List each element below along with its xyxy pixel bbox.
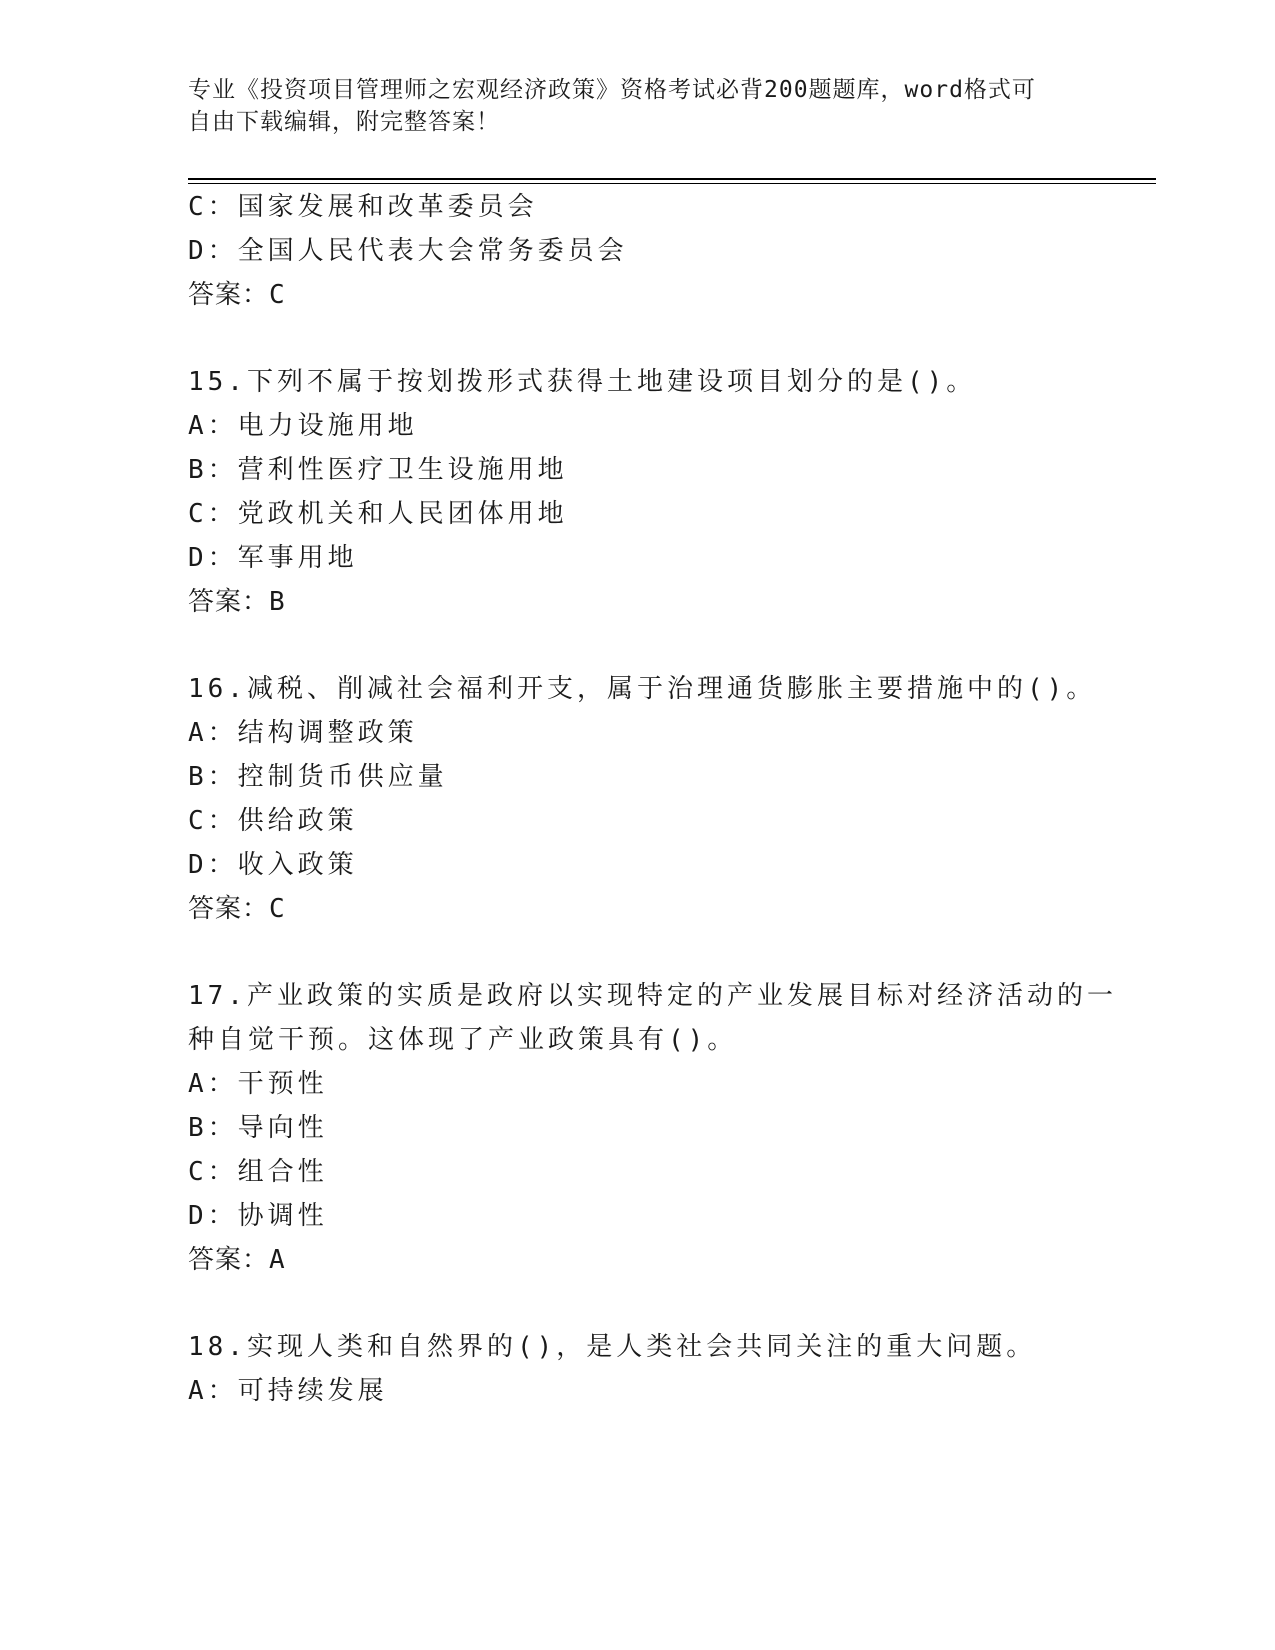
q15-answer: 答案：B bbox=[188, 587, 286, 617]
header-rule-thick bbox=[188, 178, 1156, 180]
q16-answer: 答案：C bbox=[188, 894, 286, 924]
q17-stem-line-1: 17.产业政策的实质是政府以实现特定的产业发展目标对经济活动的一 bbox=[188, 981, 1117, 1011]
q16-stem: 16.减税、削减社会福利开支，属于治理通货膨胀主要措施中的()。 bbox=[188, 674, 1097, 704]
q15-stem: 15.下列不属于按划拨形式获得土地建设项目划分的是()。 bbox=[188, 367, 977, 397]
q17-option-b: B：导向性 bbox=[188, 1113, 328, 1143]
q17-stem-line-2: 种自觉干预。这体现了产业政策具有()。 bbox=[188, 1025, 738, 1055]
q16-option-d: D：收入政策 bbox=[188, 850, 358, 880]
q14-option-c: C：国家发展和改革委员会 bbox=[188, 192, 538, 222]
q14-option-d: D：全国人民代表大会常务委员会 bbox=[188, 236, 628, 266]
q16-option-b: B：控制货币供应量 bbox=[188, 762, 448, 792]
q15-option-a: A：电力设施用地 bbox=[188, 411, 418, 441]
q18-stem: 18.实现人类和自然界的()，是人类社会共同关注的重大问题。 bbox=[188, 1332, 1037, 1362]
q17-option-d: D：协调性 bbox=[188, 1201, 328, 1231]
q14-answer: 答案：C bbox=[188, 280, 286, 310]
q17-answer: 答案：A bbox=[188, 1245, 286, 1275]
document-header bbox=[188, 74, 1088, 138]
q16-option-c: C：供给政策 bbox=[188, 806, 358, 836]
q15-option-c: C：党政机关和人民团体用地 bbox=[188, 499, 568, 529]
header-line-2: 自由下载编辑，附完整答案！ bbox=[188, 109, 500, 135]
q15-option-b: B：营利性医疗卫生设施用地 bbox=[188, 455, 568, 485]
q17-option-c: C：组合性 bbox=[188, 1157, 328, 1187]
header-rule-thin bbox=[188, 183, 1156, 184]
q15-option-d: D：军事用地 bbox=[188, 543, 358, 573]
q18-option-a: A：可持续发展 bbox=[188, 1376, 388, 1406]
header-line-1: 专业《投资项目管理师之宏观经济政策》资格考试必背200题题库，word格式可 bbox=[188, 77, 1036, 103]
q16-option-a: A：结构调整政策 bbox=[188, 718, 418, 748]
q17-option-a: A：干预性 bbox=[188, 1069, 328, 1099]
